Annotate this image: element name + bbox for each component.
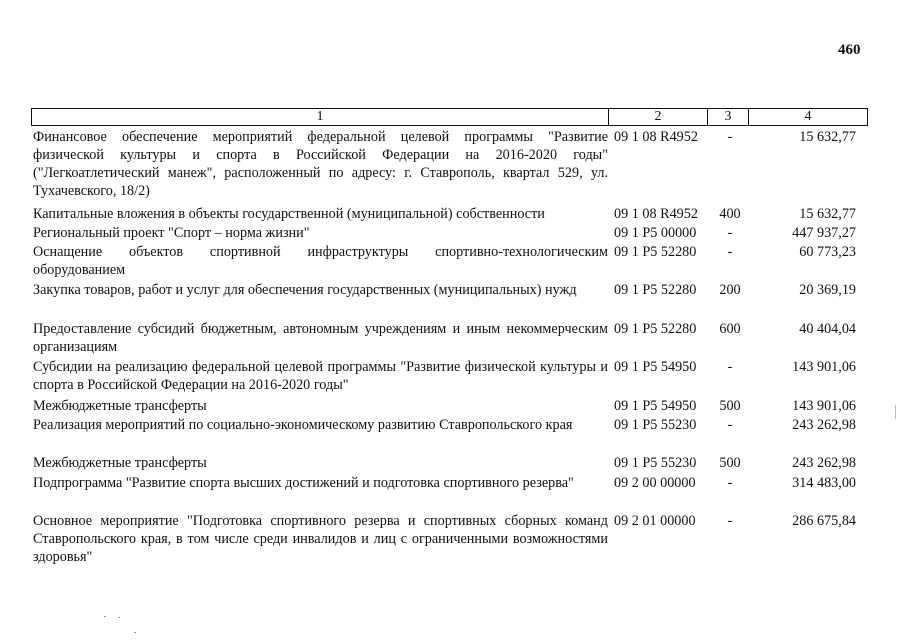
row-amount: 20 369,19 <box>799 282 856 298</box>
row-name: Оснащение объектов спортивной инфраструктуры спортивно-технологическим оборудованием <box>33 244 608 278</box>
row-type: - <box>727 359 733 375</box>
row-name: Подпрограмма "Развитие спорта высших достижений и подготовка спортивного резерва" <box>33 475 574 491</box>
scan-speck <box>104 616 106 617</box>
header-col-4: 4 <box>748 108 868 126</box>
row-code: 09 1 08 R4952 <box>614 206 698 222</box>
header-col-1: 1 <box>31 108 609 126</box>
row-type: - <box>727 244 733 260</box>
row-code: 09 2 01 00000 <box>614 513 696 529</box>
row-type: 600 <box>719 321 741 337</box>
header-col-3: 3 <box>707 108 749 126</box>
row-code: 09 1 P5 54950 <box>614 398 697 414</box>
page-number: 460 <box>838 42 861 58</box>
row-code: 09 1 P5 55230 <box>614 455 697 471</box>
scan-mark <box>895 405 896 419</box>
scan-speck <box>118 617 120 618</box>
row-type: 500 <box>719 455 741 471</box>
row-code: 09 1 P5 52280 <box>614 321 697 337</box>
row-name: Региональный проект "Спорт – норма жизни" <box>33 225 310 241</box>
row-name: Субсидии на реализацию федеральной целевой программы "Развитие физической культуры и спорта в Российской Федерации на 2016-2020 годы" <box>33 359 608 393</box>
row-name: Межбюджетные трансферты <box>33 398 207 414</box>
row-amount: 243 262,98 <box>792 455 856 471</box>
row-type: - <box>727 225 733 241</box>
row-type: - <box>727 129 733 145</box>
row-name: Реализация мероприятий по социально-экономическому развитию Ставропольского края <box>33 417 573 433</box>
row-amount: 143 901,06 <box>792 398 856 414</box>
row-name: Закупка товаров, работ и услуг для обеспечения государственных (муниципальных) нужд <box>33 282 577 298</box>
row-name: Предоставление субсидий бюджетным, автономным учреждениям и иным некоммерческим организациям <box>33 321 608 355</box>
row-amount: 243 262,98 <box>792 417 856 433</box>
row-type: 400 <box>719 206 741 222</box>
row-name: Основное мероприятие "Подготовка спортивного резерва и спортивных сборных команд Ставропольского края, в том числе среди инвалидов и лиц с ограниченными возможностями здоровья" <box>33 513 608 565</box>
row-type: - <box>727 513 733 529</box>
row-amount: 60 773,23 <box>799 244 856 260</box>
row-name: Капитальные вложения в объекты государственной (муниципальной) собственности <box>33 206 545 222</box>
row-amount: 286 675,84 <box>792 513 856 529</box>
row-amount: 15 632,77 <box>799 129 856 145</box>
row-amount: 40 404,04 <box>799 321 856 337</box>
row-code: 09 1 P5 00000 <box>614 225 697 241</box>
row-type: - <box>727 475 733 491</box>
row-code: 09 1 08 R4952 <box>614 129 698 145</box>
row-name: Финансовое обеспечение мероприятий федеральной целевой программы "Развитие физической культуры и спорта в Российской Федерации на 2016-2020 годы" ("Легкоатлетический манеж", расположенный по адресу: г. Ставрополь, квартал 529, ул. Тухачевского, 18/2) <box>33 129 608 199</box>
row-code: 09 1 P5 55230 <box>614 417 697 433</box>
row-code: 09 2 00 00000 <box>614 475 696 491</box>
row-code: 09 1 P5 52280 <box>614 244 697 260</box>
row-amount: 143 901,06 <box>792 359 856 375</box>
scan-speck <box>134 632 136 633</box>
row-amount: 447 937,27 <box>792 225 856 241</box>
row-amount: 15 632,77 <box>799 206 856 222</box>
row-code: 09 1 P5 52280 <box>614 282 697 298</box>
header-col-2: 2 <box>608 108 708 126</box>
row-type: 200 <box>719 282 741 298</box>
row-code: 09 1 P5 54950 <box>614 359 697 375</box>
row-type: - <box>727 417 733 433</box>
row-amount: 314 483,00 <box>792 475 856 491</box>
row-name: Межбюджетные трансферты <box>33 455 207 471</box>
row-type: 500 <box>719 398 741 414</box>
